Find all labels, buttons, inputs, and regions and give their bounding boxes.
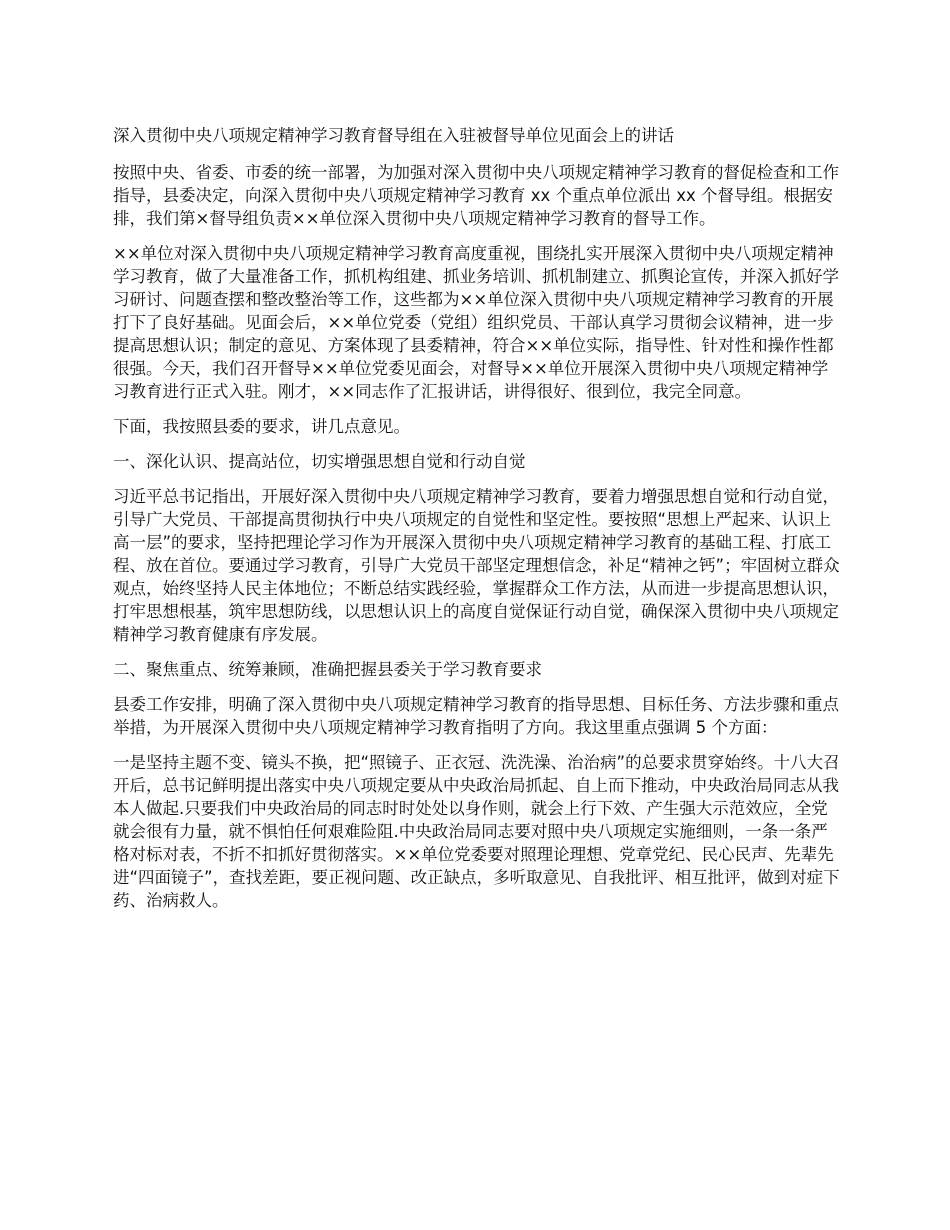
paragraph-background: ××单位对深入贯彻中央八项规定精神学习教育高度重视，围绕扎实开展深入贯彻中央八项规定精神学习教育，做了大量准备工作，抓机构组建、抓业务培训、抓机制建立、抓舆论宣传，并深入抓好学习研讨、问题查摆和整改整治等工作，这些都为××单位深入贯彻中央八项规定精神学习教育的开展打下了良好基础。见面会后，××单位党委（党组）组织党员、干部认真学习贯彻会议精神，进一步提高思想认识；制定的意见、方案体现了县委精神，符合××单位实际，指导性、针对性和操作性都很强。今天，我们召开督导××单位党委见面会，对督导××单位开展深入贯彻中央八项规定精神学习教育进行正式入驻。刚才，××同志作了汇报讲话，讲得很好、很到位，我完全同意。: [113, 244, 839, 401]
section-heading-2: 二、聚焦重点、统筹兼顾，准确把握县委关于学习教育要求: [113, 660, 542, 679]
paragraph-section-2: 县委工作安排，明确了深入贯彻中央八项规定精神学习教育的指导思想、目标任务、方法步骤和重点举措，为开展深入贯彻中央八项规定精神学习教育指明了方向。我这里重点强调 5 个方面：: [113, 695, 839, 737]
section-heading-1: 一、深化认识、提高站位，切实增强思想自觉和行动自觉: [113, 452, 526, 471]
document-page: [113, 124, 841, 924]
paragraph-intro: 按照中央、省委、市委的统一部署，为加强对深入贯彻中央八项规定精神学习教育的督促检查和工作指导，县委决定，向深入贯彻中央八项规定精神学习教育 xx 个重点单位派出 xx 个督导组。根据安排，我们第×督导组负责××单位深入贯彻中央八项规定精神学习教育的督导工作。: [113, 163, 839, 228]
paragraph-section-1: 习近平总书记指出，开展好深入贯彻中央八项规定精神学习教育，要着力增强思想自觉和行动自觉，引导广大党员、干部提高贯彻执行中央八项规定的自觉性和坚定性。要按照“思想上严起来、认识上高一层”的要求，坚持把理论学习作为开展深入贯彻中央八项规定精神学习教育的基础工程、打底工程、放在首位。要通过学习教育，引导广大党员干部坚定理想信念，补足“精神之钙”；牢固树立群众观点，始终坚持人民主体地位；不断总结实践经验，掌握群众工作方法，从而进一步提高思想认识，打牢思想根基，筑牢思想防线，以思想认识上的高度自觉保证行动自觉，确保深入贯彻中央八项规定精神学习教育健康有序发展。: [113, 487, 840, 644]
paragraph-transition: 下面，我按照县委的要求，讲几点意见。: [113, 417, 410, 436]
paragraph-point-1: 一是坚持主题不变、镜头不换，把“照镜子、正衣冠、洗洗澡、治治病”的总要求贯穿始终。十八大召开后，总书记鲜明提出落实中央八项规定要从中央政治局抓起、自上而下推动，中央政治局同志从我本人做起.只要我们中央政治局的同志时时处处以身作则，就会上行下效、产生强大示范效应，全党就会很有力量，就不惧怕任何艰难险阻.中央政治局同志要对照中央八项规定实施细则，一条一条严格对标对表，不折不扣抓好贯彻落实。××单位党委要对照理论理想、党章党纪、民心民声、先辈先进“四面镜子”，查找差距，要正视问题、改正缺点，多听取意见、自我批评、相互批评，做到对症下药、治病救人。: [113, 753, 840, 910]
document-title: 深入贯彻中央八项规定精神学习教育督导组在入驻被督导单位见面会上的讲话: [113, 126, 674, 145]
